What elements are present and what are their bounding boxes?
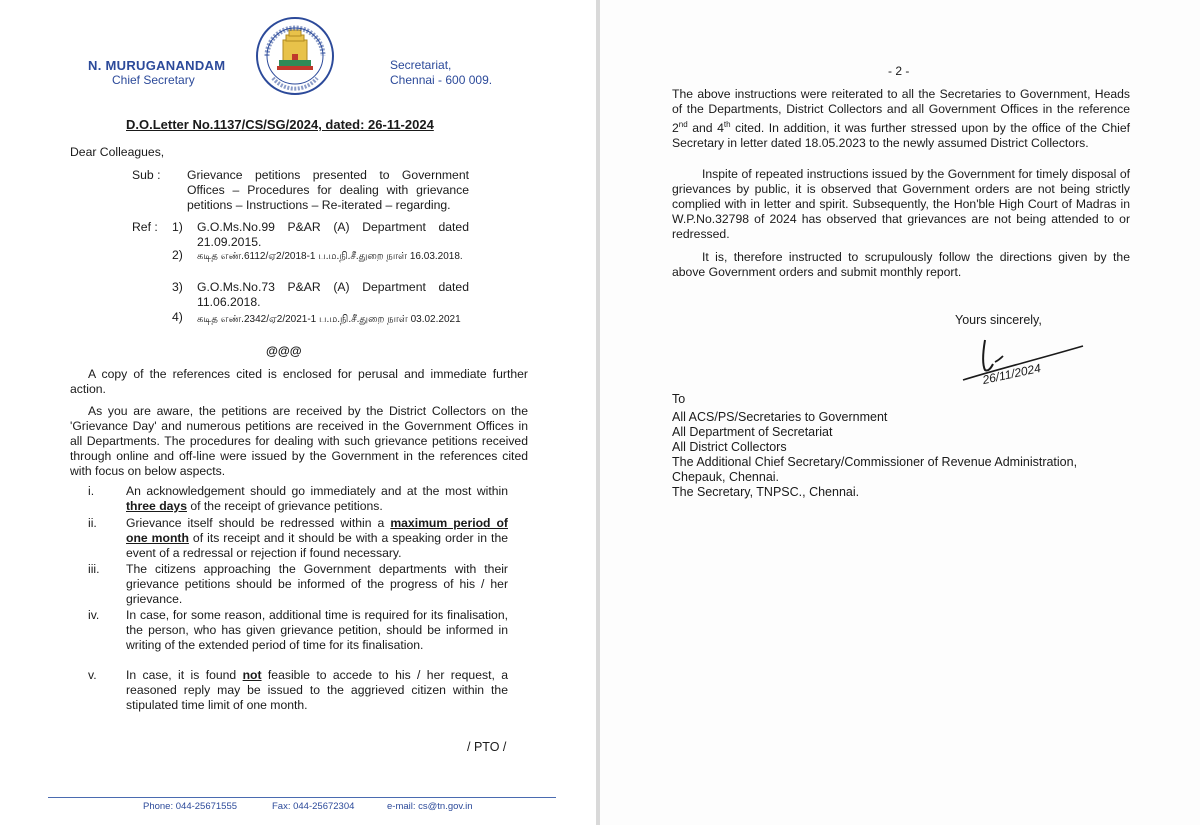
reference-number: 2) [172,248,183,262]
closing-yours-sincerely: Yours sincerely, [955,313,1042,327]
reference-text: G.O.Ms.No.99 P&AR (A) Department dated 21.09.2015. [197,220,469,249]
recipient-line: All District Collectors [672,440,787,454]
reference-text: கடித எண்.6112/ஏ2/2018-1 ப.ம.நி.சீ.துறை நாள் 16.03.2018. [197,251,463,262]
point-number: ii. [88,516,97,530]
footer-email: e-mail: cs@tn.gov.in [387,801,473,812]
secretariat-line: Secretariat, [390,58,452,72]
paragraph-reiterated: The above instructions were reiterated to all the Secretaries to Government, Heads of the Departments, District Collectors and all Government Offices in the reference 2nd and 4th cited. In addition, it was further stressed upon by the office of the Chief Secretary in letter dated 18.05.2023 to the newly assumed District Collectors. [672,87,1130,151]
letter-page-1 [0,0,598,825]
point-number: v. [88,668,97,682]
point-text: Grievance itself should be redressed within a maximum period of one month of its receipt and it should be with a speaking order in the event of a redressal or rejection if found necessary. [126,516,508,560]
reference-separator: @@@ [266,344,302,358]
salutation: Dear Colleagues, [70,145,165,159]
point-text: In case, for some reason, additional time is required for its finalisation, the person, who has given grievance petition, should be informed in writing of the extended period of time for its finalisation. [126,608,508,652]
paragraph-procedures: As you are aware, the petitions are received by the District Collectors on the 'Grievance Day' and numerous petitions are received in the Government Offices in all Departments. The procedures for dealing with such grievance petitions received through online and off-line were issued by the Government in the references cited with focus on below aspects. [70,404,528,478]
recipient-line: All ACS/PS/Secretaries to Government [672,410,888,424]
point-number: iii. [88,562,100,576]
please-turn-over: / PTO / [467,740,507,754]
sender-name: N. MURUGANANDAM [88,58,226,73]
point-number: i. [88,484,95,498]
sender-designation: Chief Secretary [112,73,195,87]
recipient-line: The Additional Chief Secretary/Commissioner of Revenue Administration, [672,455,1078,469]
subject-label: Sub : [132,168,161,182]
subject-text: Grievance petitions presented to Government Offices – Procedures for dealing with grievance petitions – Instructions – Re-iterated – regarding. [187,168,469,212]
recipient-line: The Secretary, TNPSC., Chennai. [672,485,860,499]
point-emphasis: maximum period of one month [126,516,508,545]
paragraph-copy-enclosed: A copy of the references cited is enclosed for perusal and immediate further action. [70,367,528,396]
footer-fax: Fax: 044-25672304 [272,801,355,812]
city-pin-line: Chennai - 600 009. [390,73,493,87]
footer-phone: Phone: 044-25671555 [143,801,238,812]
letter-page-2 [600,0,1200,825]
footer-divider [48,797,556,798]
tamil-nadu-emblem-icon [255,14,335,100]
reference-number: 4) [172,310,183,324]
letter-number: D.O.Letter No.1137/CS/SG/2024, dated: 26-11-2024 [126,117,434,132]
point-emphasis: not [242,668,262,682]
paragraph-instruction: It is, therefore instructed to scrupulously follow the directions given by the above Government orders and submit monthly report. [672,250,1130,279]
reference-text: கடித எண்.2342/ஏ2/2021-1 ப.ம.நி.சீ.துறை நாள் 03.02.2021 [197,314,461,325]
point-text: In case, it is found not feasible to accede to his / her request, a reasoned reply may be issued to the aggrieved citizen within the stipulated time limit of one month. [126,668,508,712]
reference-number: 1) [172,220,183,234]
reference-label: Ref : [132,220,158,234]
reference-number: 3) [172,280,183,294]
point-emphasis: three days [126,499,187,513]
page-number: - 2 - [888,64,910,78]
to-label: To [672,392,686,406]
signature-date: 26/11/2024 [981,361,1042,387]
paragraph-inspite: Inspite of repeated instructions issued by the Government for timely disposal of grievances by public, it is observed that Government orders are not being strictly complied with in letter and spirit. Subsequently, the Hon'ble High Court of Madras in W.P.No.32798 of 2024 has observed that grievances are not being attended to or redressed. [672,167,1130,241]
point-text: The citizens approaching the Government departments with their grievance petitions should be informed of the progress of his / her grievance. [126,562,508,606]
recipient-line: All Department of Secretariat [672,425,833,439]
recipient-line: Chepauk, Chennai. [672,470,780,484]
point-number: iv. [88,608,100,622]
reference-text: G.O.Ms.No.73 P&AR (A) Department dated 11.06.2018. [197,280,469,309]
point-text: An acknowledgement should go immediately and at the most within three days of the receipt of grievance petitions. [126,484,508,513]
